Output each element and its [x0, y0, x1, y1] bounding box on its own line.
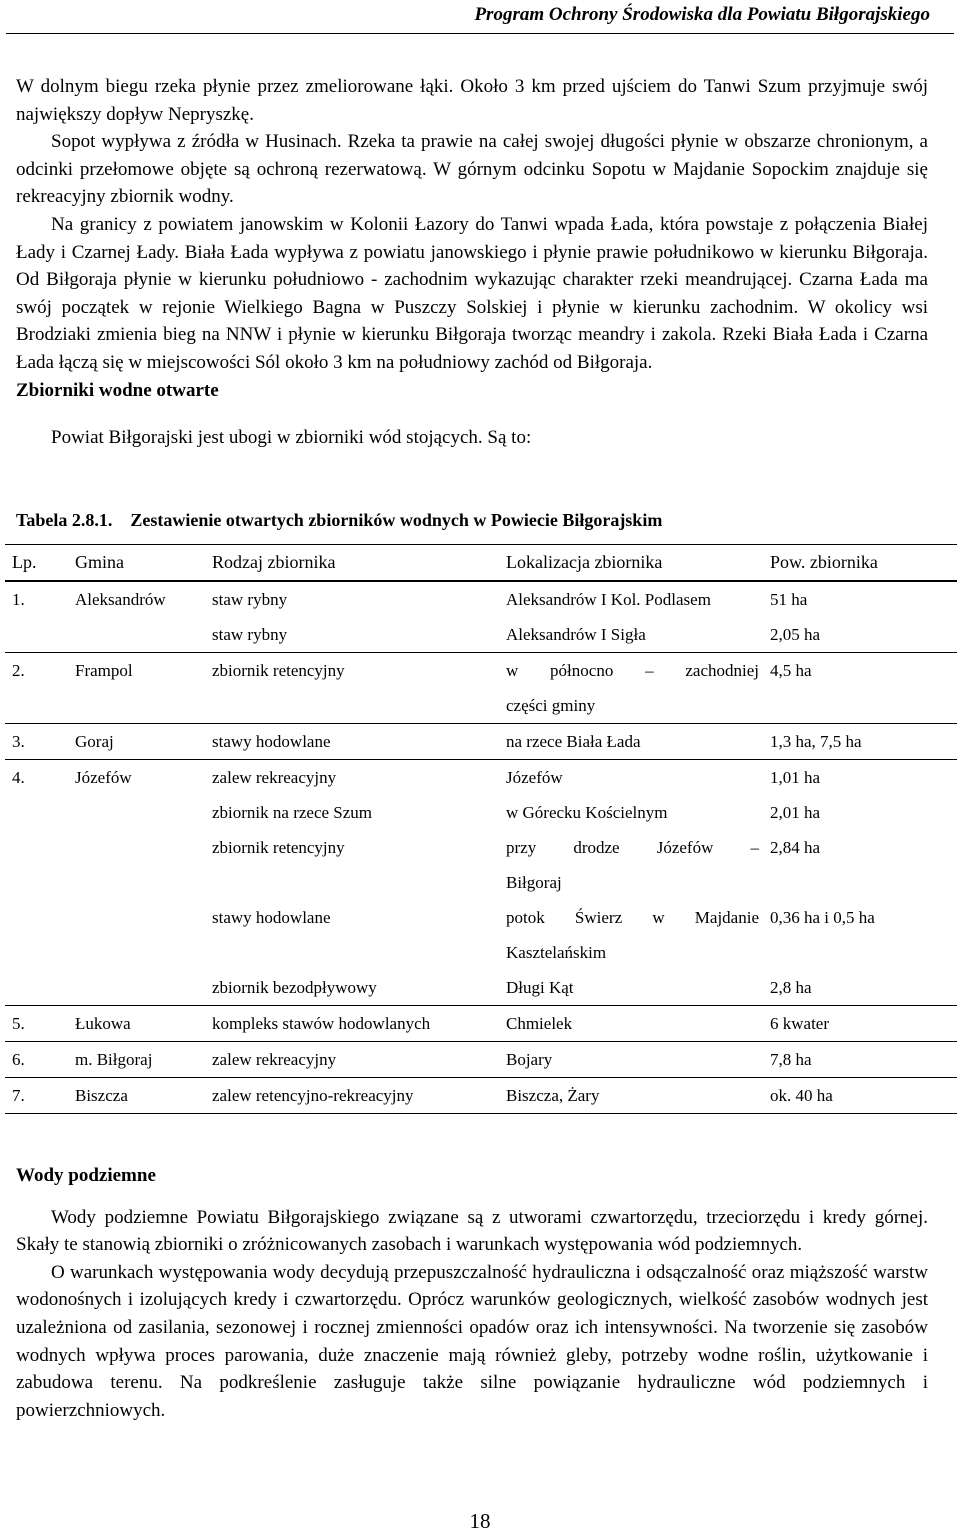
cell-pow: 1,3 ha, 7,5 ha: [763, 724, 957, 760]
cell-pow: 51 ha: [763, 581, 957, 617]
cell-lp: 6.: [5, 1042, 68, 1078]
cell-gmina: Aleksandrów: [68, 581, 205, 617]
cell-pow: 1,01 ha: [763, 760, 957, 796]
cell-rodzaj: staw rybny: [212, 625, 288, 644]
cell-rodzaj: zbiornik bezodpływowy: [212, 978, 377, 997]
cell-rodzaj: stawy hodowlane: [205, 724, 499, 760]
table-row: [5, 1042, 957, 1078]
lokalizacja-word: Józefów: [656, 838, 714, 857]
cell-lokalizacja: w Górecku Kościelnym: [506, 803, 668, 822]
cell-pow: 2,8 ha: [770, 978, 812, 997]
cell-lokalizacja: Aleksandrów I Sigła: [506, 625, 646, 644]
header-rule: [6, 33, 954, 34]
cell-lokalizacja: Chmielek: [499, 1006, 763, 1042]
table-row: [5, 795, 957, 830]
lokalizacja-word: –: [750, 838, 759, 857]
cell-pow: 7,8 ha: [763, 1042, 957, 1078]
section-heading-groundwater: Wody podziemne: [16, 1165, 156, 1186]
reservoirs-table: [5, 544, 957, 1114]
cell-lokalizacja: Biszcza, Żary: [499, 1078, 763, 1114]
table-row: [5, 830, 957, 900]
cell-pow: 6 kwater: [763, 1006, 957, 1042]
paragraph-open-water-intro: Powiat Biłgorajski jest ubogi w zbiorniki wód stojących. Są to:: [51, 427, 532, 449]
table-header-row: [5, 545, 957, 582]
cell-lokalizacja: Aleksandrów I Kol. Podlasem: [499, 581, 763, 617]
cell-gmina: Goraj: [68, 724, 205, 760]
cell-lokalizacja: na rzece Biała Łada: [499, 724, 763, 760]
paragraph-groundwater-2: O warunkach występowania wody decydują przepuszczalność hydrauliczna i odsączalność oraz miąższość warstw wodonośnych i izolujących kredy i czwartorzędu. Oprócz warunków geologicznych, wielkość zasobów wodnych jest uzależniona od zasilania, sezonowej i rocznej zmienności opadów oraz ich intensywności. Na tworzenie się zasobów wodnych wpływa proces parowania, duże znaczenie mają również gleby, potrzeby wodne roślin, użytkowanie i zabudowa terenu. Na podkreślenie zasługuje także silne powiązanie hydrauliczne wód podziemnych i powierzchniowych.: [16, 1261, 928, 1421]
lokalizacja-word: –: [645, 661, 654, 680]
header-pow: Pow. zbiornika: [770, 552, 878, 572]
cell-lp: 2.: [5, 653, 68, 724]
cell-gmina: Łukowa: [68, 1006, 205, 1042]
body-top: [16, 73, 928, 452]
cell-lp: 3.: [5, 724, 68, 760]
cell-rodzaj: kompleks stawów hodowlanych: [205, 1006, 499, 1042]
paragraph-groundwater-1: Wody podziemne Powiatu Biłgorajskiego związane są z utworami czwartorzędu, trzeciorzędu i kredy górnej. Skały te stanowią zbiorniki o zróżnicowanych zasobach i warunkach występowania wód podziemnych.: [16, 1206, 928, 1256]
cell-gmina: [68, 970, 205, 1006]
paragraph-lada: Na granicy z powiatem janowskim w Kolonii Łazory do Tanwi wpada Łada, która powstaje z połączenia Białej Łady i Czarnej Łady. Biała Łada wypływa z powiatu janowskiego i płynie prawie południkowo w kierunku Biłgoraja. Od Biłgoraja płynie w kierunku południowo - zachodnim wykazując charakter rzeki meandrującej. Czarna Łada ma swój początek w rejonie Wielkiego Bagna w Puszczy Solskiej i płynie w kierunku zachodnim. W okolicy wsi Brodziaki zmienia bieg na NNW i płynie w kierunku Biłgoraja tworząc meandry i zakola. Rzeki Biała Łada i Czarna Łada łączą się w miejscowości Sól około 3 km na południowy zachód od Biłgoraja.: [16, 213, 928, 373]
table-row: [5, 653, 957, 724]
lokalizacja-word: w: [652, 908, 665, 927]
cell-rodzaj: staw rybny: [205, 581, 499, 617]
cell-rodzaj: zalew rekreacyjny: [205, 1042, 499, 1078]
table-caption-title: Zestawienie otwartych zbiorników wodnych w Powiecie Biłgorajskim: [130, 510, 663, 530]
cell-gmina: [68, 617, 205, 653]
cell-gmina: Frampol: [68, 653, 205, 724]
cell-rodzaj: zalew rekreacyjny: [205, 760, 499, 796]
cell-lp: [5, 900, 68, 970]
lokalizacja-word: Majdanie: [694, 908, 759, 927]
cell-gmina: [68, 830, 205, 900]
cell-gmina: [68, 900, 205, 970]
cell-rodzaj: zalew retencyjno-rekreacyjny: [205, 1078, 499, 1114]
cell-pow: 2,05 ha: [770, 625, 821, 644]
cell-rodzaj: stawy hodowlane: [212, 908, 331, 927]
lokalizacja-word: północno: [550, 661, 614, 680]
cell-pow: 2,84 ha: [770, 838, 821, 857]
lokalizacja-word: Świerz: [574, 908, 623, 927]
cell-lokalizacja: Józefów: [499, 760, 763, 796]
lokalizacja-word: drodze: [573, 838, 620, 857]
table-caption: [16, 510, 662, 531]
cell-lp: 1.: [5, 581, 68, 617]
cell-lp: [5, 830, 68, 900]
cell-lp: [5, 970, 68, 1006]
cell-lokalizacja: Bojary: [499, 1042, 763, 1078]
cell-lokalizacja: [499, 653, 763, 724]
running-header: Program Ochrony Środowiska dla Powiatu Biłgorajskiego: [474, 4, 930, 25]
header-gmina: Gmina: [75, 552, 124, 572]
cell-rodzaj: zbiornik retencyjny: [212, 838, 345, 857]
cell-lp: 7.: [5, 1078, 68, 1114]
cell-lp: [5, 617, 68, 653]
table-row: [5, 1078, 957, 1114]
table-row: [5, 617, 957, 653]
cell-pow: 0,36 ha i 0,5 ha: [770, 908, 875, 927]
cell-lokalizacja: Długi Kąt: [506, 978, 574, 997]
header-rodzaj: Rodzaj zbiornika: [212, 552, 336, 572]
cell-gmina: Biszcza: [68, 1078, 205, 1114]
lokalizacja-line-2: Kasztelańskim: [506, 943, 607, 962]
lokalizacja-line-1: [506, 653, 759, 688]
lokalizacja-line-1: [506, 830, 759, 865]
header-lp: Lp.: [12, 552, 37, 572]
header-lokalizacja: Lokalizacja zbiornika: [506, 552, 663, 572]
table-row: [5, 581, 957, 617]
cell-gmina: Józefów: [68, 760, 205, 796]
cell-lokalizacja: [499, 830, 763, 900]
cell-lp: 4.: [5, 760, 68, 796]
lokalizacja-line-1: [506, 900, 759, 935]
lokalizacja-word: przy: [506, 838, 537, 857]
table-row: [5, 970, 957, 1006]
lokalizacja-word: w: [506, 661, 519, 680]
table-caption-number: Tabela 2.8.1.: [16, 510, 113, 530]
cell-pow: 4,5 ha: [763, 653, 957, 724]
paragraph-szum: W dolnym biegu rzeka płynie przez zmeliorowane łąki. Około 3 km przed ujściem do Tanwi Szum przyjmuje swój największy dopływ Nepryszkę.: [16, 76, 928, 125]
lokalizacja-line-2: części gminy: [506, 696, 596, 715]
cell-rodzaj: zbiornik retencyjny: [205, 653, 499, 724]
lokalizacja-word: zachodniej: [685, 661, 759, 680]
paragraph-sopot: Sopot wypływa z źródła w Husinach. Rzeka ta prawie na całej swojej długości płynie w obszarze chronionym, a odcinki przełomowe objęte są ochroną rezerwatową. W górnym odcinku Sopotu w Majdanie Sopockim znajduje się rekreacyjny zbiornik wodny.: [16, 131, 928, 208]
cell-lokalizacja: [499, 900, 763, 970]
cell-lp: 5.: [5, 1006, 68, 1042]
cell-pow: 2,01 ha: [770, 803, 821, 822]
table-row: [5, 724, 957, 760]
lokalizacja-line-2: Biłgoraj: [506, 873, 562, 892]
cell-lp: [5, 795, 68, 830]
table-row: [5, 1006, 957, 1042]
table-row: [5, 900, 957, 970]
table-row: [5, 760, 957, 796]
body-groundwater: [16, 1162, 928, 1424]
lokalizacja-word: potok: [506, 908, 545, 927]
cell-gmina: m. Biłgoraj: [68, 1042, 205, 1078]
cell-rodzaj: zbiornik na rzece Szum: [212, 803, 373, 822]
cell-gmina: [68, 795, 205, 830]
page-number: 18: [469, 1509, 491, 1533]
cell-pow: ok. 40 ha: [763, 1078, 957, 1114]
section-heading-open-water: Zbiorniki wodne otwarte: [16, 379, 219, 401]
